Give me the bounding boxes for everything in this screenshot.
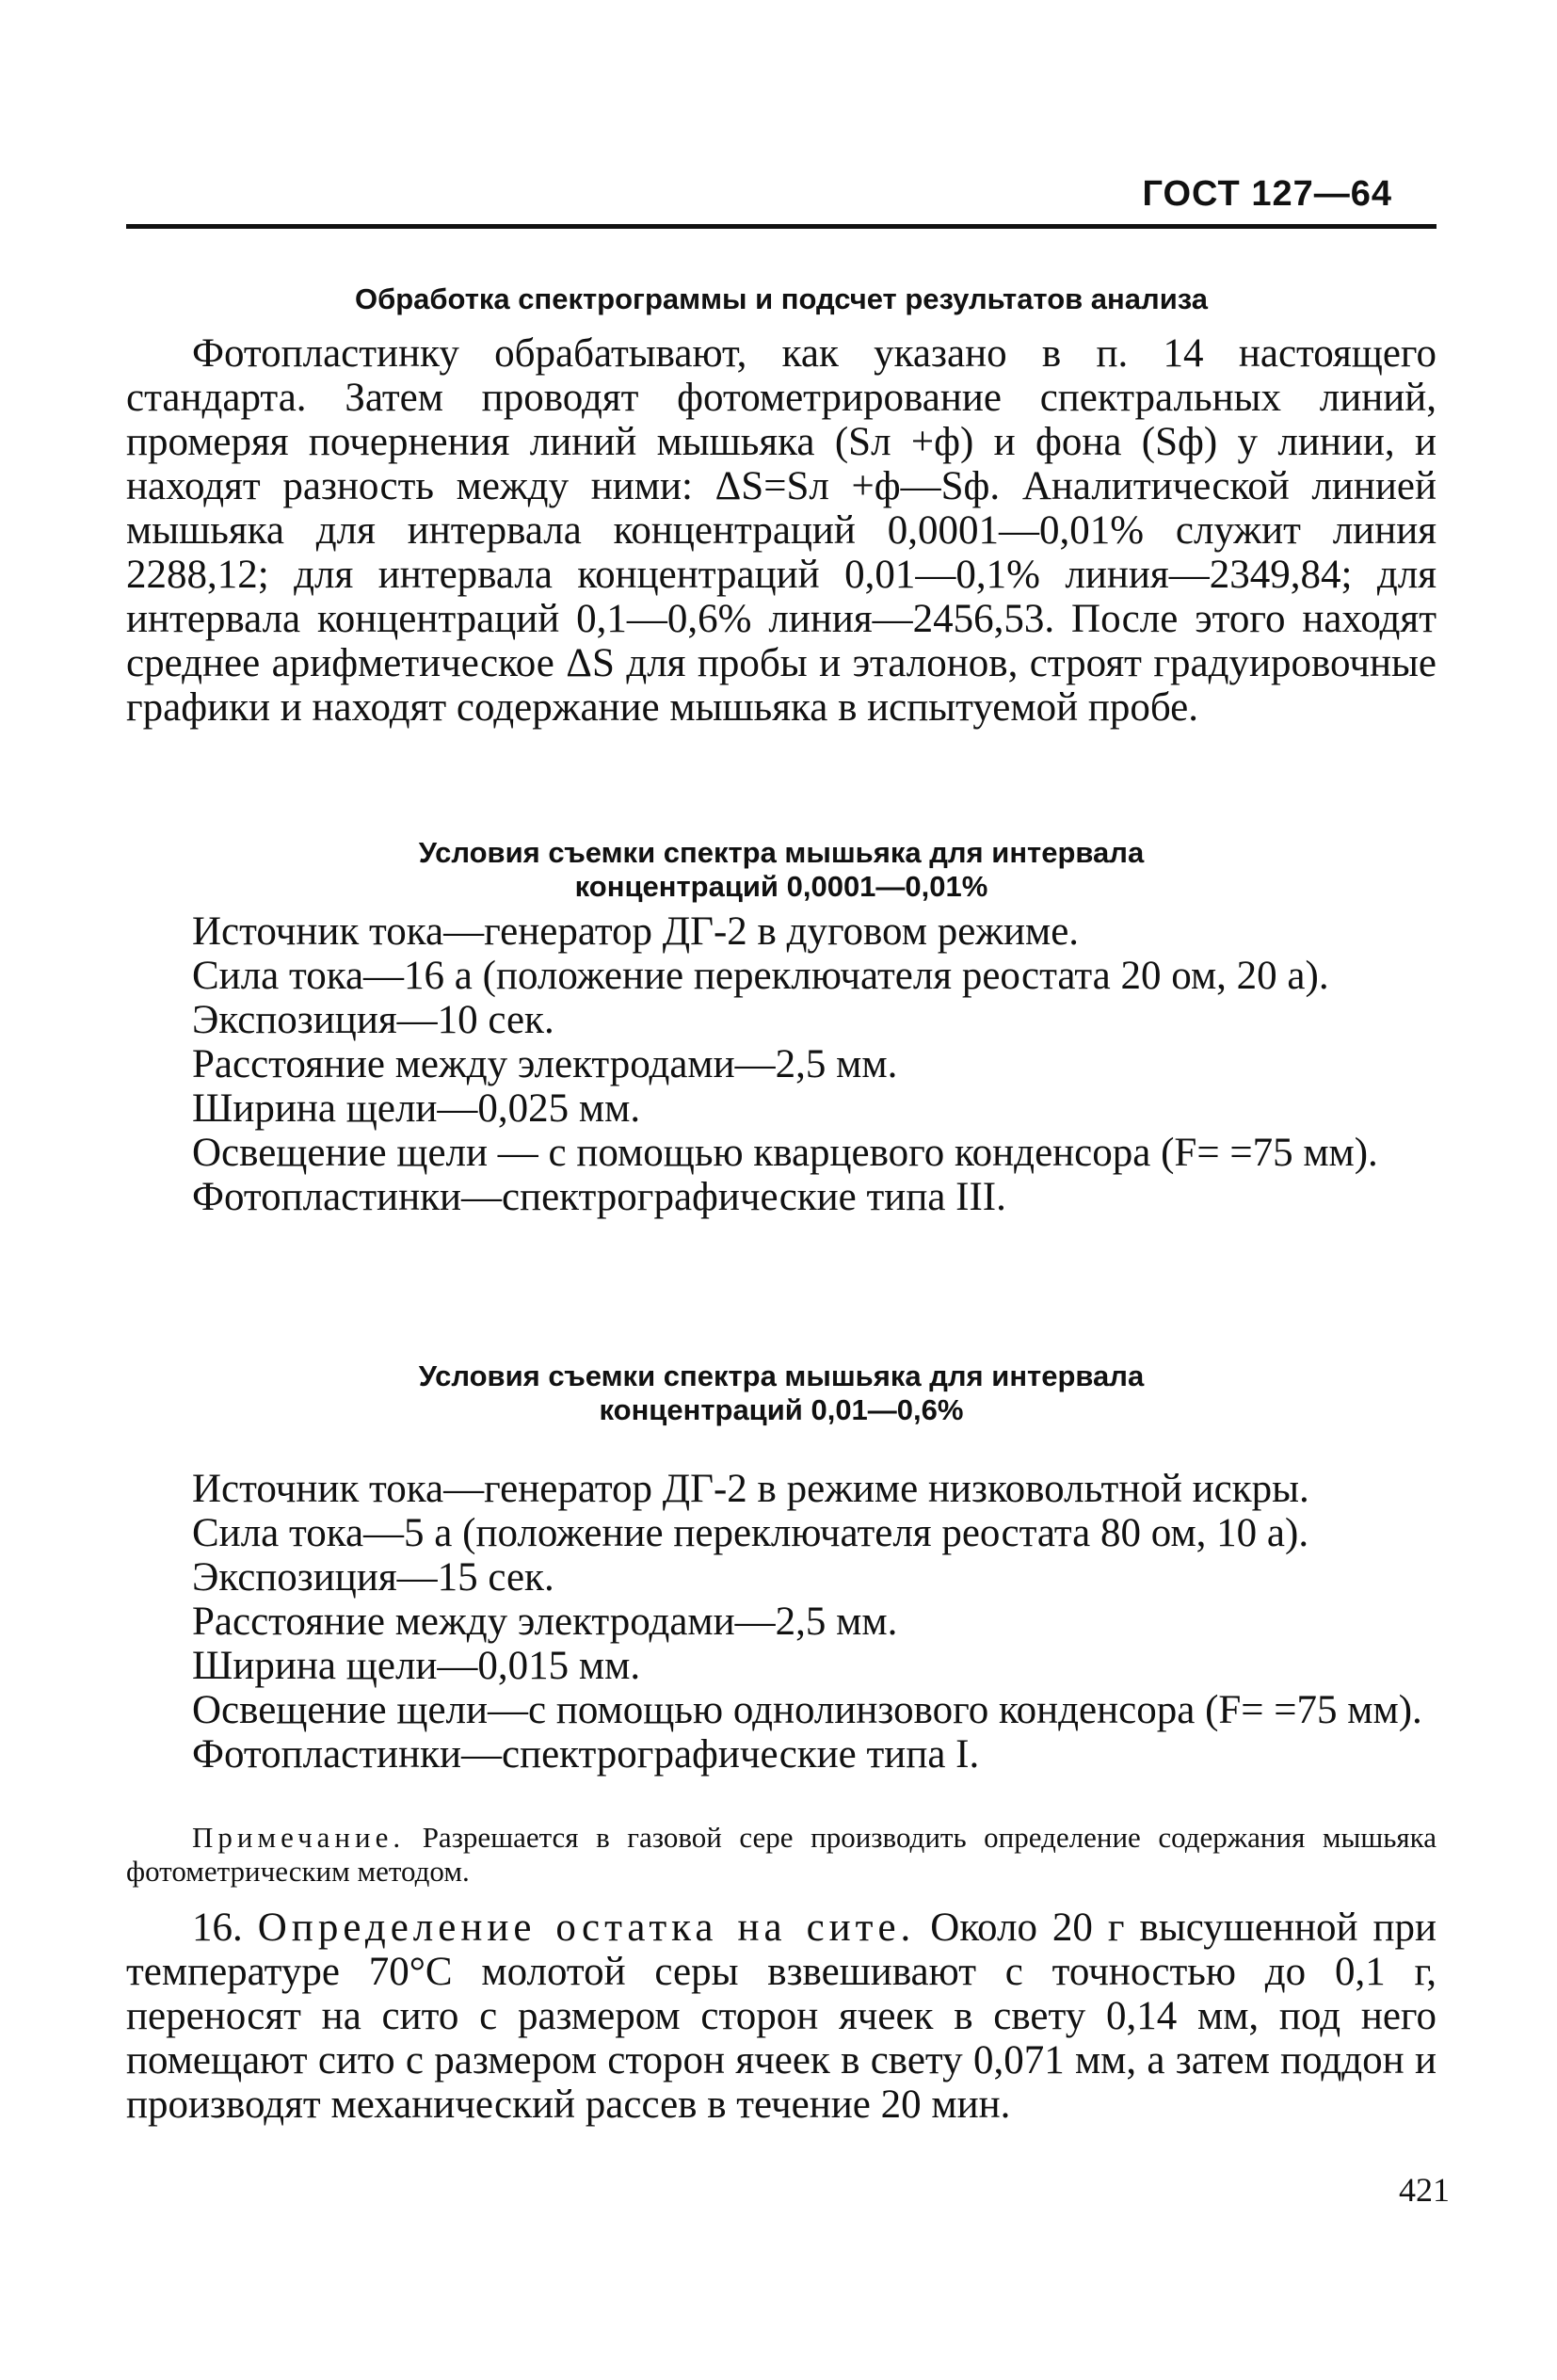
section-16-text: Около 20 г высушенной при температуре 70°С молотой серы взвешивают с точностью до 0,1 г, переносят на сито с размером сторон ячеек в свету 0,14 мм, под него помещают сито с размером сторон ячеек в свету 0,071 мм, а затем поддон и производят механический рассев в течение 20 мин. [126, 1906, 1437, 2127]
conditions-1-heading [126, 836, 1437, 904]
section-16-title: Определение остатка на сите. [257, 1906, 916, 1950]
conditions-2-line: Экспозиция—15 сек. [192, 1555, 554, 1600]
conditions-1-line: Экспозиция—10 сек. [192, 998, 554, 1042]
conditions-2-line: Расстояние между электродами—2,5 мм. [192, 1600, 898, 1644]
conditions-2-line: Источник тока—генератор ДГ-2 в режиме низковольтной искры. [192, 1467, 1309, 1511]
note-text: Разрешается в газовой сере производить определение содержания мышьяка фотометрическим методом. [126, 1821, 1437, 1888]
conditions-2-line: Фотопластинки—спектрографические типа I. [192, 1732, 980, 1777]
conditions-2-heading [126, 1359, 1437, 1427]
conditions-1-line: Расстояние между электродами—2,5 мм. [192, 1042, 898, 1086]
conditions-1-heading-line2: концентраций 0,0001—0,01% [574, 870, 988, 903]
processing-text: Фотопластинку обрабатывают, как указано в п. 14 настоящего стандарта. Затем проводят фотометрирование спектральных линий, промеряя почернения линий мышьяка (Sл +ф) и фона (Sф) у линии, и находят разность между ними: ΔS=Sл +ф—Sф. Аналитической линией мышьяка для интервала концентраций 0,0001—0,01% служит линия 2288,12; для интервала концентраций 0,01—0,1% линия—2349,84; для интервала концентраций 0,1—0,6% линия—2456,53. После этого находят среднее арифметическое ΔS для пробы и эталонов, строят градуировочные графики и находят содержание мышьяка в испытуемой пробе. [126, 331, 1437, 730]
conditions-2-line: Освещение щели—с помощью однолинзового конденсора (F= =75 мм). [192, 1688, 1422, 1732]
conditions-1-line: Ширина щели—0,025 мм. [192, 1086, 641, 1131]
processing-paragraph [126, 331, 1437, 730]
conditions-1-heading-line1: Условия съемки спектра мышьяка для интервала [418, 836, 1145, 869]
section-heading: Обработка спектрограммы и подсчет результатов анализа [354, 282, 1209, 315]
section-16 [126, 1906, 1437, 2127]
conditions-1-line: Фотопластинки—спектрографические типа III. [192, 1175, 1006, 1219]
conditions-1-list [126, 909, 1437, 1219]
conditions-1-line: Освещение щели — с помощью кварцевого конденсора (F= =75 мм). [192, 1131, 1378, 1175]
conditions-2-list [126, 1467, 1437, 1777]
conditions-1-line: Сила тока—16 а (положение переключателя реостата 20 ом, 20 а). [192, 954, 1329, 998]
conditions-2-heading-line2: концентраций 0,01—0,6% [599, 1393, 964, 1426]
header-rule [126, 224, 1437, 229]
conditions-2-line: Ширина щели—0,015 мм. [192, 1644, 641, 1688]
note-label: Примечание. [192, 1821, 406, 1854]
conditions-2-line: Сила тока—5 а (положение переключателя реостата 80 ом, 10 а). [192, 1511, 1309, 1555]
conditions-1-line: Источник тока—генератор ДГ-2 в дуговом режиме. [192, 909, 1080, 954]
page-number: 421 [1399, 2171, 1450, 2209]
note [126, 1821, 1437, 1889]
standard-number: ГОСТ 127—64 [1142, 174, 1392, 214]
section-16-number: 16. [192, 1906, 243, 1950]
conditions-2-heading-line1: Условия съемки спектра мышьяка для интервала [418, 1359, 1145, 1392]
